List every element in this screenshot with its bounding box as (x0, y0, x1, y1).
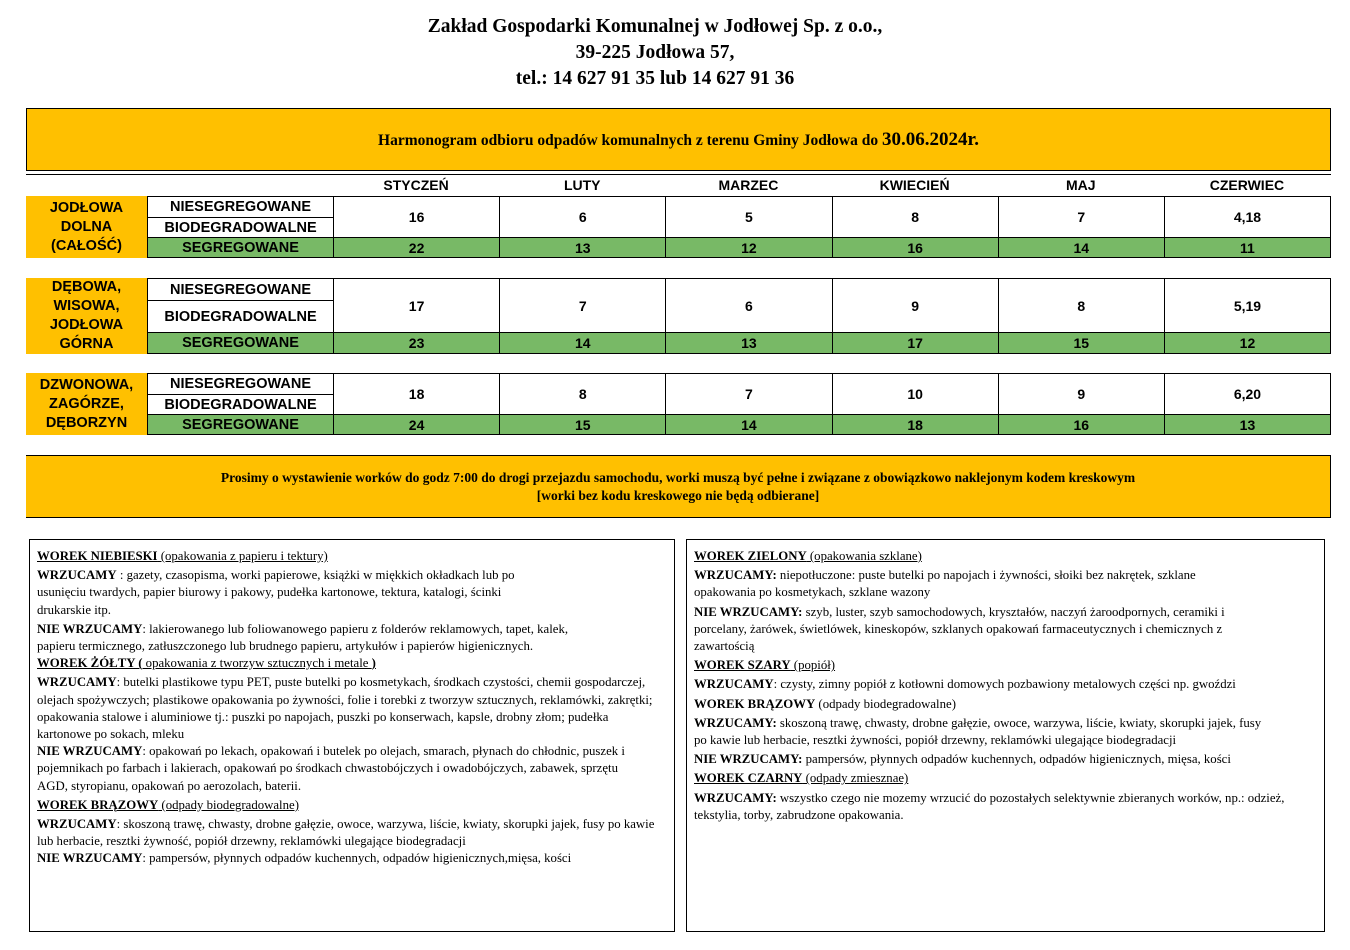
bag-yellow-in: WRZUCAMY: butelki plastikowe typu PET, puste butelki po kosmetykach, środkach czystości, chemii gospodarczej, olejach spożywczych; plastikowe opakowania po żywności, folie i torebki z tworzyw sztucznych, reklamówki, zakrętki; opakowania stalowe i aluminiowe tj.: puszki po napojach, puszki po konserwach, kapsle, drobny złom; pudełka kartonowe po sokach, mleku (37, 675, 653, 742)
date-cell: 14 (999, 238, 1165, 257)
bag-blue-in: WRZUCAMY : gazety, czasopisma, worki papierowe, książki w miękkich okładkach lub po usunięciu twardych, papier biurowy i pakowy, pudełka kartonowe, tektura, katalogi, ścinki drukarskie itp. (37, 568, 515, 617)
date-cell: 18 (833, 415, 999, 434)
bag-yellow-heading: WOREK ŻÓŁTY ( opakowania z tworzyw sztucznych i metale ) (37, 656, 376, 671)
date-cell: 9 (833, 279, 999, 332)
bag-blue-heading: WOREK NIEBIESKI (opakowania z papieru i tektury) (37, 549, 328, 563)
month-header: MAJ (1065, 177, 1096, 193)
date-cell: 11 (1165, 238, 1331, 257)
date-cell: 13 (1165, 415, 1331, 434)
month-header: KWIECIEŃ (879, 177, 950, 193)
bag-brown-in: WRZUCAMY: skoszoną trawę, chwasty, drobne gałęzie, owoce, warzywa, liście, kwiaty, skorupki jajek, fusy po kawie lub herbacie, resztki żywność, popiół drzewny, reklamówki ulegające biodegradacji (37, 817, 655, 849)
bag-brown-out: NIE WRZUCAMY: pampersów, płynnych odpadów kuchennych, odpadów higienicznych, mięsa, kości (694, 752, 1231, 767)
bag-grey-heading: WOREK SZARY (popiół) (694, 658, 836, 673)
months-header (333, 175, 1330, 196)
row-nonseg-bio (333, 279, 1331, 332)
company-header (0, 14, 1310, 92)
bag-rules-left-panel (29, 539, 675, 932)
date-cell: 16 (833, 238, 999, 257)
bag-green-heading: WOREK ZIELONY (opakowania szklane) (694, 549, 922, 563)
date-cell: 6 (666, 279, 832, 332)
date-cell: 14 (666, 415, 832, 434)
date-cell: 15 (500, 415, 666, 434)
type-segregated: SEGREGOWANE (148, 414, 333, 434)
area-name: DZWONOWA, ZAGÓRZE, DĘBORZYN (26, 373, 147, 435)
area-dates (333, 278, 1331, 354)
month-header: STYCZEŃ (383, 177, 449, 193)
date-cell: 18 (334, 374, 500, 414)
area-block-jodlowa-dolna (26, 196, 1331, 258)
bag-grey-in: WRZUCAMY: czysty, zimny popiół z kotłowni domowych pozbawiony metalowych części np. gwoździ (694, 677, 1236, 692)
date-cell: 6,20 (1165, 374, 1331, 414)
company-phone: tel.: 14 627 91 35 lub 14 627 91 36 (515, 68, 795, 89)
bag-brown-heading: WOREK BRĄZOWY (odpady biodegradowalne) (694, 696, 956, 711)
date-cell: 16 (999, 415, 1165, 434)
bag-brown-in: WRZUCAMY: skoszoną trawę, chwasty, drobne gałęzie, owoce, warzywa, liście, kwiaty, skorupki jajek, fusy po kawie lub herbacie, resztki żywności, popiół drzewny, reklamówki ulegające biodegradacji (694, 715, 1262, 748)
bag-blue-out: NIE WRZUCAMY: lakierowanego lub foliowanowego papieru z folderów reklamowych, tapet, kalek, papieru termicznego, zatłuszczonego lub brudnego papieru, artykułów i papierów higienicznych. (37, 621, 569, 654)
area-block-dzwonowa (26, 373, 1331, 435)
bag-green-in: WRZUCAMY: niepotłuczone: puste butelki po napojach i żywności, słoiki bez nakrętek, szklane opakowania po kosmetykach, szklane wazony (694, 568, 1196, 600)
date-cell: 15 (999, 333, 1165, 353)
date-cell: 8 (999, 279, 1165, 332)
area-name: JODŁOWA DOLNA (CAŁOŚĆ) (26, 196, 147, 258)
waste-type-labels (147, 373, 333, 435)
company-name: Zakład Gospodarki Komunalnej w Jodłowej Sp. z o.o., (427, 16, 883, 37)
type-biodegradable: BIODEGRADOWALNE (148, 217, 333, 237)
month-header: LUTY (563, 177, 601, 193)
date-cell: 5 (666, 197, 832, 237)
date-cell: 17 (334, 279, 500, 332)
date-cell: 13 (500, 238, 666, 257)
schedule-title: Harmonogram odbioru odpadów komunalnych z terenu Gminy Jodłowa do 30.06.2024r. (378, 128, 979, 150)
date-cell: 12 (1165, 333, 1331, 353)
date-cell: 4,18 (1165, 197, 1331, 237)
date-cell: 23 (334, 333, 500, 353)
instructions-line2: [worki bez kodu kreskowego nie będą odbierane] (536, 487, 820, 503)
waste-type-labels (147, 196, 333, 258)
row-nonseg-bio (333, 197, 1331, 237)
date-cell: 10 (833, 374, 999, 414)
date-cell: 17 (833, 333, 999, 353)
row-segregated (333, 332, 1331, 353)
month-header: MARZEC (718, 177, 779, 193)
type-segregated: SEGREGOWANE (148, 332, 333, 353)
date-cell: 12 (666, 238, 832, 257)
area-name: DĘBOWA, WISOWA, JODŁOWA GÓRNA (26, 278, 147, 354)
instructions-line1: Prosimy o wystawienie worków do godz 7:00 do drogi przejazdu samochodu, worki muszą być pełne i związane z obowiązkowo naklejonym kodem kreskowym (220, 469, 1136, 485)
bag-brown-out: NIE WRZUCAMY: pampersów, płynnych odpadów kuchennych, odpadów higienicznych,mięsa, kości (37, 851, 572, 866)
area-dates (333, 373, 1331, 435)
date-cell: 14 (500, 333, 666, 353)
date-cell: 8 (500, 374, 666, 414)
area-block-debowa (26, 278, 1331, 354)
date-cell: 8 (833, 197, 999, 237)
date-cell: 22 (334, 238, 500, 257)
area-dates (333, 196, 1331, 258)
type-nonsegregated: NIESEGREGOWANE (170, 199, 311, 215)
date-cell: 6 (500, 197, 666, 237)
date-cell: 24 (334, 415, 500, 434)
date-cell: 13 (666, 333, 832, 353)
type-biodegradable: BIODEGRADOWALNE (148, 394, 333, 414)
row-segregated (333, 237, 1331, 257)
date-cell: 7 (999, 197, 1165, 237)
type-nonsegregated: NIESEGREGOWANE (170, 281, 311, 298)
bag-black-heading: WOREK CZARNY (odpady zmiesznae) (694, 771, 909, 786)
instructions-banner (26, 455, 1331, 518)
date-cell: 5,19 (1165, 279, 1331, 332)
bag-green-out: NIE WRZUCAMY: szyb, luster, szyb samochodowych, kryształów, naczyń żaroodpornych, ceramiki i porcelany, żarówek, świetlówek, kineskopów, szklanych opakowań farmaceutycznych i chemicznych z zawartością (694, 604, 1225, 654)
bag-black-in: WRZUCAMY: wszystko czego nie mozemy wrzucić do pozostałych selektywnie zbieranych worków, np.: odzież, tekstylia, torby, zabrudzone opakowania. (694, 790, 1285, 822)
type-nonsegregated: NIESEGREGOWANE (170, 376, 311, 392)
company-address: 39-225 Jodłowa 57, (575, 42, 735, 63)
date-cell: 7 (666, 374, 832, 414)
date-cell: 9 (999, 374, 1165, 414)
bag-yellow-out: NIE WRZUCAMY: opakowań po lekach, opakowań i butelek po olejach, smarach, płynach do chłodnic, puszek i pojemnikach po farbach i lakierach, opakowań po środkach chwastobójczych i owadobójczych, zabawek, sprzętu AGD, styropianu, opakowań po aerozolach, baterii. (37, 744, 625, 793)
type-biodegradable: BIODEGRADOWALNE (148, 300, 333, 332)
type-segregated: SEGREGOWANE (148, 237, 333, 257)
date-cell: 16 (334, 197, 500, 237)
schedule-title-banner (26, 108, 1331, 171)
month-header: CZERWIEC (1209, 177, 1285, 193)
row-segregated (333, 414, 1331, 434)
bag-rules-right-panel (686, 539, 1325, 932)
bag-brown-heading: WOREK BRĄZOWY (odpady biodegradowalne) (37, 797, 299, 812)
row-nonseg-bio (333, 374, 1331, 414)
date-cell: 7 (500, 279, 666, 332)
waste-type-labels (147, 278, 333, 354)
schedule-end-date: 30.06.2024r. (882, 128, 979, 150)
